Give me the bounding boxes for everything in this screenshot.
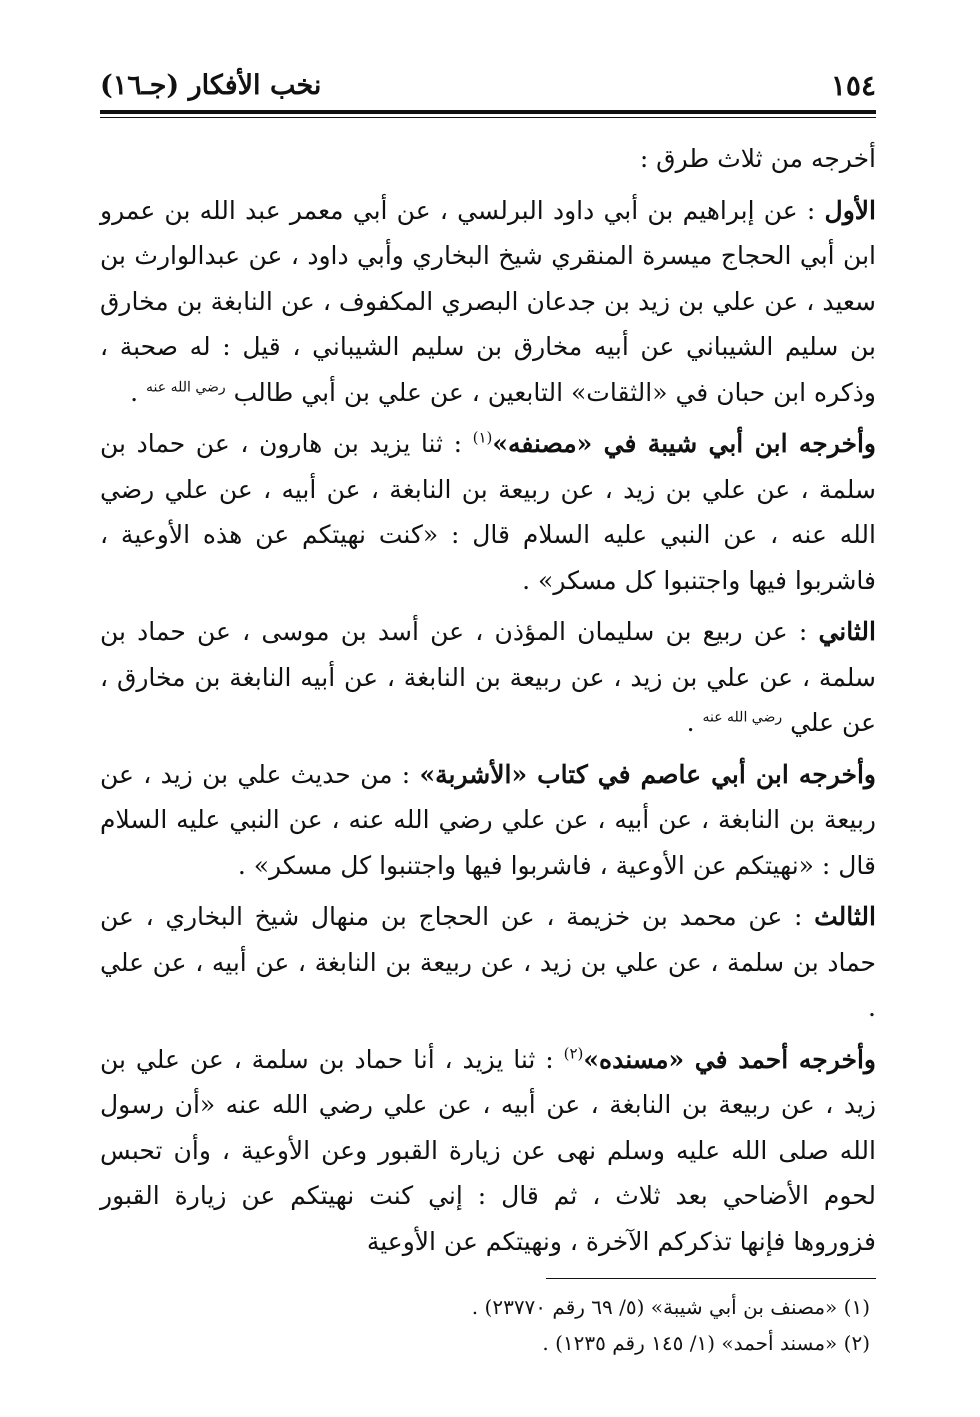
page-number: ١٥٤ (830, 69, 876, 102)
paragraph-text: : عن محمد بن خزيمة ، عن الحجاج بن منهال شيخ البخاري ، عن حماد بن سلمة ، عن علي بن زيد ، عن ربيعة بن النابغة ، عن أبيه ، عن علي . (100, 902, 877, 1022)
paragraph-lead: الثاني (818, 617, 876, 646)
honorific-mark: رضي الله عنه (146, 379, 226, 396)
page (100, 60, 876, 1361)
paragraph-lead: وأخرجه ابن أبي عاصم في كتاب «الأشربة» (419, 759, 876, 789)
paragraph-ibn-abi-asim (100, 752, 876, 889)
footnote-ref-2[interactable]: (٢) (563, 1044, 584, 1063)
paragraph-lead: وأخرجه أحمد في «مسنده» (583, 1044, 876, 1074)
header-rule-thin (100, 117, 876, 118)
paragraph-text: : عن إبراهيم بن أبي داود البرلسي ، عن أبي معمر عبد الله بن عمرو ابن أبي الحجاج ميسرة المنقري شيخ البخاري وأبي داود ، عن عبدالوارث بن سعيد ، عن علي بن زيد بن جدعان البصري المكفوف ، عن النابغة بن مخارق بن سليم الشيباني عن أبيه مخارق بن سليم الشيباني ، قيل : له صحبة ، وذكره ابن حبان في «الثقات» التابعين ، عن علي بن أبي طالب (100, 195, 876, 407)
header-rule-thick (100, 110, 876, 114)
footnote-ref-1[interactable]: (١) (472, 428, 493, 447)
paragraph-text: : من حديث علي بن زيد ، عن ربيعة بن النابغة ، عن أبيه ، عن علي رضي الله عنه ، عن النبي عليه السلام قال : «نهيتكم عن الأوعية ، فاشربوا فيها واجتنبوا كل مسكر» . (100, 759, 876, 880)
footnote-1: (١) «مصنف بن أبي شيبة» (٥/ ٦٩ رقم ٢٣٧٧٠) . (471, 1295, 870, 1319)
paragraph-second-route (100, 609, 876, 746)
paragraph-lead: وأخرجه ابن أبي شيبة في «مصنفه» (492, 429, 876, 458)
paragraph-tail: . (686, 708, 703, 737)
paragraph-third-route (100, 894, 876, 1031)
footnotes (100, 1289, 870, 1361)
honorific-mark: رضي الله عنه (702, 709, 783, 726)
footnote-2: (٢) «مسند أحمد» (١/ ١٤٥ رقم ١٢٣٥) . (542, 1331, 870, 1355)
paragraph-intro (100, 136, 876, 182)
main-text (100, 136, 876, 1264)
paragraph-ibn-abi-shaybah (100, 421, 876, 603)
paragraph-lead: الثالث (814, 902, 876, 931)
paragraph-text: : ثنا يزيد بن هارون ، عن حماد بن سلمة ، عن علي بن زيد ، عن ربيعة بن النابغة ، عن أبيه ، عن علي رضي الله عنه ، عن النبي عليه السلام قال : «كنت نهيتكم عن هذه الأوعية ، فاشربوا فيها واجتنبوا كل مسكر» . (100, 429, 876, 595)
paragraph-ahmad (100, 1037, 876, 1265)
paragraph-first-route (100, 188, 876, 416)
paragraph-text: أخرجه من ثلاث طرق : (639, 144, 876, 173)
paragraph-text: : ثنا يزيد ، أنا حماد بن سلمة ، عن علي بن زيد ، عن ربيعة بن النابغة ، عن أبيه ، عن علي رضي الله عنه «أن رسول الله صلى الله عليه وسلم نهى عن زيارة القبور وعن الأوعية ، وأن تحبس لحوم الأضاحي بعد ثلاث ، ثم قال : إني كنت نهيتكم عن زيارة القبور فزوروها فإنها تذكركم الآخرة ، ونهيتكم عن الأوعية (100, 1044, 876, 1256)
paragraph-tail: . (130, 377, 147, 407)
running-title: نخب الأفكار (جـ١٦) (100, 70, 322, 101)
page-header (100, 60, 876, 104)
paragraph-text: : عن ربيع بن سليمان المؤذن ، عن أسد بن موسى ، عن حماد بن سلمة ، عن علي بن زيد ، عن ربيعة بن النابغة ، عن أبيه النابغة بن مخارق ، عن علي (100, 617, 876, 737)
footnote-separator (546, 1278, 876, 1279)
paragraph-lead: الأول (824, 195, 876, 225)
